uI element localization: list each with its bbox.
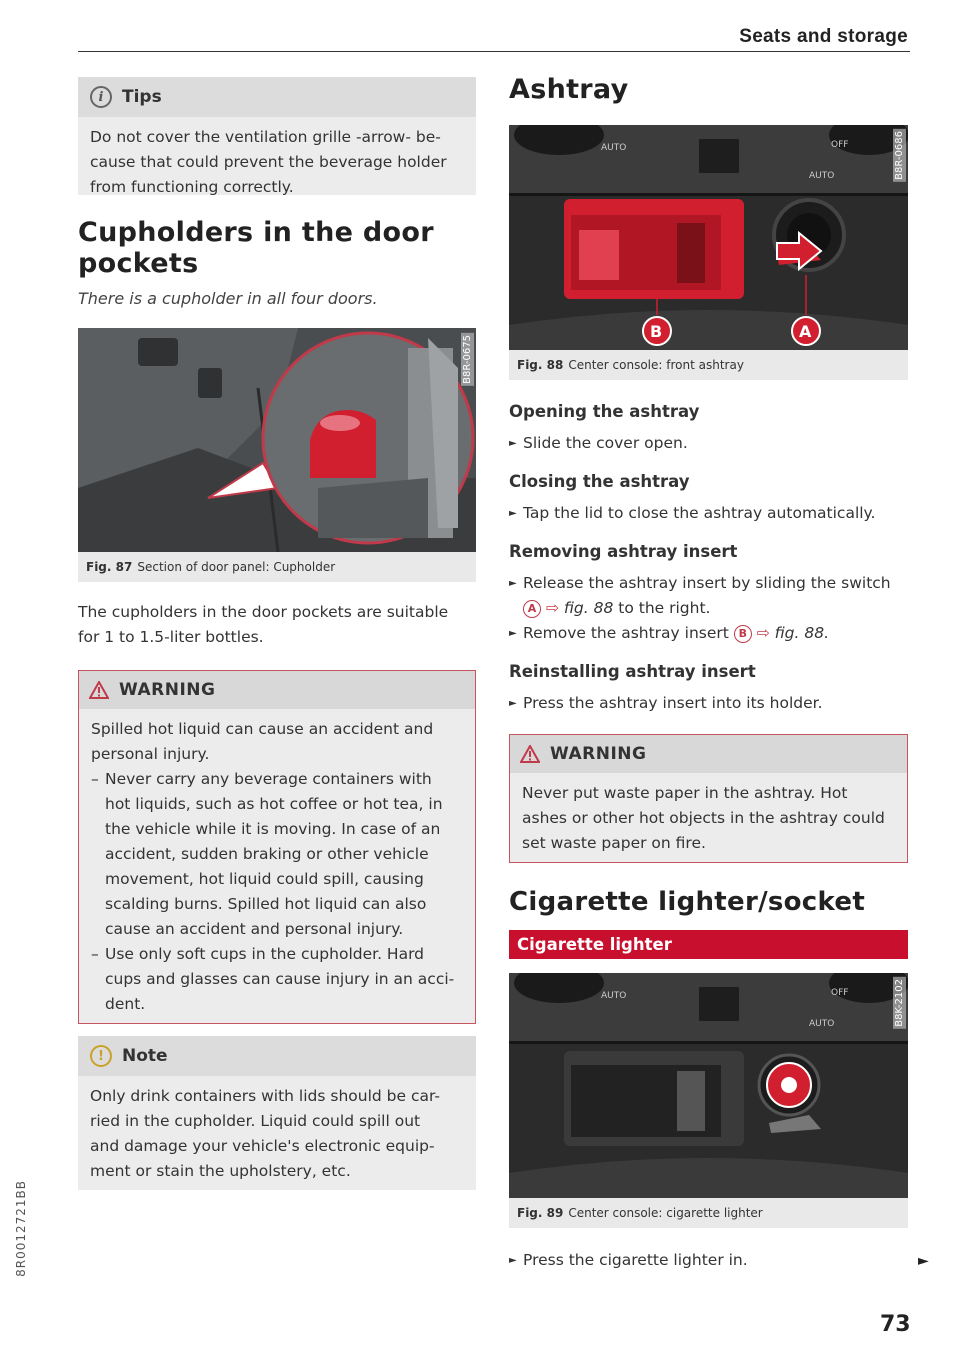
warning-item-line: dent.: [105, 995, 146, 1013]
lighter-section-bar: Cigarette lighter: [509, 930, 908, 959]
step-line: [523, 596, 908, 621]
page-number: 73: [880, 1312, 911, 1337]
warning-header: [79, 671, 475, 709]
warning-text: [510, 773, 907, 862]
reinstalling-step: ► Press the ashtray insert into its holder.: [509, 691, 908, 716]
warning-label: WARNING: [550, 744, 647, 764]
warning-header: [510, 735, 907, 773]
figure-code: B8R-0686: [894, 131, 905, 180]
tips-box: [78, 77, 476, 195]
door-panel-illustration: [78, 328, 476, 552]
warning-text: [79, 709, 475, 1023]
lighter-title: Cigarette lighter/socket: [509, 887, 866, 917]
note-line: ried in the cupholder. Liquid could spill out: [90, 1112, 421, 1130]
cupholders-title-line: pockets: [78, 248, 199, 279]
callout-b-label: B: [650, 322, 663, 341]
note-line: and damage your vehicle's electronic equip-: [90, 1137, 435, 1155]
header-divider: [78, 51, 910, 52]
callout-a-icon: A: [523, 600, 541, 618]
figure-number: Fig. 88: [517, 358, 564, 372]
cupholders-body: [78, 600, 476, 650]
figure-reference-link[interactable]: fig. 88: [563, 599, 614, 617]
step-text: Remove the ashtray insert: [523, 624, 729, 642]
note-line: Only drink containers with lids should be car-: [90, 1087, 440, 1105]
figure-code: B8K-2102: [894, 979, 905, 1027]
tips-label: Tips: [122, 87, 162, 107]
removing-heading: Removing ashtray insert: [509, 542, 738, 561]
warning-item-line: movement, hot liquid could spill, causing: [105, 870, 424, 888]
warning-line: Never put waste paper in the ashtray. Hot: [522, 784, 848, 802]
warning-item-line: the vehicle while it is moving. In case of an: [105, 820, 441, 838]
note-line: ment or stain the upholstery, etc.: [90, 1162, 351, 1180]
warning-item-line: cups and glasses can cause injury in an acci-: [105, 970, 455, 988]
body-line: for 1 to 1.5-liter bottles.: [78, 628, 264, 646]
figure-caption-text: Section of door panel: Cupholder: [137, 560, 336, 574]
note-box: [78, 1036, 476, 1190]
figure-89: [509, 973, 908, 1198]
warning-box-right: [509, 734, 908, 863]
warning-line: ashes or other hot objects in the ashtray could: [522, 809, 885, 827]
info-icon: i: [90, 86, 112, 108]
warning-item-line: scalding burns. Spilled hot liquid can also: [105, 895, 427, 913]
warning-line: Spilled hot liquid can cause an accident and: [91, 720, 434, 738]
note-text: [78, 1076, 476, 1190]
continue-arrow-icon: ►: [918, 1253, 929, 1269]
cupholders-title: [78, 217, 476, 279]
figure-caption-text: Center console: cigarette lighter: [568, 1206, 763, 1220]
step-line: ► Release the ashtray insert by sliding the switch: [523, 574, 891, 592]
svg-text:AUTO: AUTO: [809, 1019, 835, 1029]
closing-step: ► Tap the lid to close the ashtray automatically.: [509, 501, 908, 526]
figure-caption-text: Center console: front ashtray: [568, 358, 744, 372]
warning-box-left: [78, 670, 476, 1024]
figure-code: B8R-0675: [462, 335, 473, 384]
tips-line: Do not cover the ventilation grille -arrow- be-: [90, 128, 441, 146]
figure-number: Fig. 87: [86, 560, 133, 574]
opening-heading: Opening the ashtray: [509, 402, 700, 421]
note-icon: !: [90, 1045, 112, 1067]
left-column: [78, 77, 476, 1190]
removing-step-1: [509, 571, 908, 621]
warning-line: set waste paper on fire.: [522, 834, 706, 852]
lighter-step: ► Press the cigarette lighter in.: [509, 1248, 908, 1273]
note-header: [78, 1036, 476, 1076]
warning-triangle-icon: [520, 745, 540, 763]
opening-step: ► Slide the cover open.: [509, 431, 908, 456]
note-label: Note: [122, 1046, 168, 1066]
warning-triangle-icon: [89, 681, 109, 699]
ashtray-title: Ashtray: [509, 74, 629, 105]
figure-88: [509, 125, 908, 350]
figure-87-caption: [78, 552, 476, 582]
warning-item-line: hot liquids, such as hot coffee or hot tea, in: [105, 795, 443, 813]
arrow-ref-icon: ⇨: [545, 599, 559, 617]
warning-label: WARNING: [119, 680, 216, 700]
tips-line: from functioning correctly.: [90, 178, 294, 196]
svg-text:AUTO: AUTO: [601, 991, 627, 1001]
removing-step-2: [509, 621, 908, 646]
figure-reference-link[interactable]: fig. 88.: [774, 624, 830, 642]
document-code: 8R0012721BB: [14, 1180, 28, 1277]
right-column: [509, 74, 908, 1273]
body-line: The cupholders in the door pockets are suitable: [78, 603, 449, 621]
lighter-illustration: [509, 973, 908, 1198]
figure-88-caption: [509, 350, 908, 380]
callout-b-icon: B: [734, 625, 752, 643]
tips-header: [78, 77, 476, 117]
svg-text:OFF: OFF: [831, 988, 849, 998]
warning-item-line: – Use only soft cups in the cupholder. Hard: [105, 945, 425, 963]
svg-text:AUTO: AUTO: [601, 143, 627, 153]
arrow-ref-icon: ⇨: [756, 624, 770, 642]
section-title: Seats and storage: [739, 26, 908, 47]
callout-a-label: A: [799, 322, 812, 341]
closing-heading: Closing the ashtray: [509, 472, 690, 491]
warning-item-line: – Never carry any beverage containers with: [105, 770, 432, 788]
ashtray-illustration: [509, 125, 908, 350]
warning-item-line: accident, sudden braking or other vehicle: [105, 845, 429, 863]
tips-text: [78, 117, 476, 206]
warning-item: [91, 767, 463, 942]
tips-line: cause that could prevent the beverage holder: [90, 153, 447, 171]
figure-number: Fig. 89: [517, 1206, 564, 1220]
step-text: to the right.: [618, 599, 711, 617]
warning-line: personal injury.: [91, 745, 210, 763]
cupholders-title-line: Cupholders in the door: [78, 217, 434, 248]
reinstalling-heading: Reinstalling ashtray insert: [509, 662, 756, 681]
warning-item: [91, 942, 463, 1017]
svg-text:AUTO: AUTO: [809, 171, 835, 181]
svg-text:OFF: OFF: [831, 140, 849, 150]
cupholders-intro: There is a cupholder in all four doors.: [78, 289, 378, 308]
warning-item-line: cause an accident and personal injury.: [105, 920, 404, 938]
figure-87: [78, 328, 476, 552]
figure-89-caption: [509, 1198, 908, 1228]
warning-list: [91, 767, 463, 1017]
